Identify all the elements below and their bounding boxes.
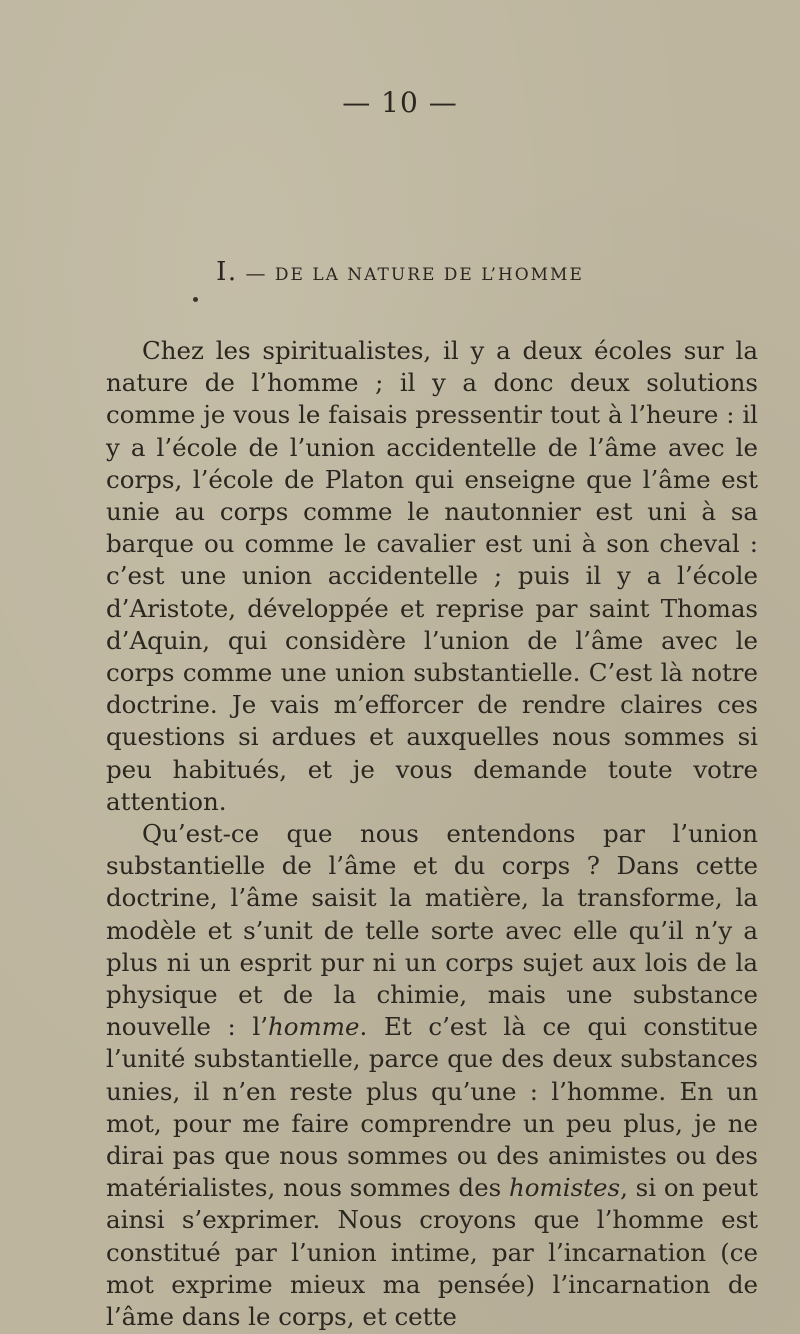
paragraph-2-italic-homme: homme: [268, 1012, 360, 1042]
ink-speck: [193, 297, 198, 302]
paragraph-2-part-3: , si on peut ainsi s’exprimer. Nous croyons que l’homme est constitué par l’union intime, par l’incarnation (ce mot exprime mieux ma pensée) l’incarnation de l’âme dans le corps, et cette: [106, 1173, 759, 1332]
page-number: — 10 —: [342, 86, 458, 119]
paragraph-2-italic-homistes: homistes: [508, 1173, 621, 1203]
section-title: [0, 257, 800, 287]
paragraph-1: Chez les spiritualistes, il y a deux écoles sur la nature de l’homme ; il y a donc deux solutions comme je vous le faisais pressentir tout à l’heure : il y a l’école de l’union accidentelle de l’âme avec le corps, l’école de Platon qui enseigne que l’âme est unie au corps comme le nautonnier est uni à sa barque ou comme le cavalier est uni à son cheval : c’est une union accidentelle ; puis il y a l’école d’Aristote, développée et reprise par saint Thomas d’Aquin, qui considère l’union de l’âme avec le corps comme une union substantielle. C’est là notre doctrine. Je vais m’efforcer de rendre claires ces questions si ardues et auxquelles nous sommes si peu habitués, et je vous demande toute votre attention.: [106, 336, 758, 816]
paragraph-2: [106, 818, 758, 1333]
section-roman-numeral: I.: [216, 257, 238, 287]
paragraph-2-part-1: Qu’est-ce que nous entendons par l’union substantielle de l’âme et du corps ? Dans cette doctrine, l’âme saisit la matière, la transforme, la modèle et s’unit de telle sorte avec elle qu’il n’y a plus ni un esprit pur ni un corps sujet aux lois de la physique et de la chimie, mais une substance nouvelle : l’: [106, 819, 758, 1042]
body-text: [106, 335, 758, 1333]
section-title-text: DE LA NATURE DE L’HOMME: [274, 265, 584, 285]
section-dash: —: [245, 261, 268, 285]
paragraph-2-part-2: . Et c’est là ce qui constitue l’unité substantielle, parce que des deux substances unies, il n’en reste plus qu’une : l’homme. En un mot, pour me faire comprendre un peu plus, je ne dirai pas que nous sommes ou des animistes ou des matérialistes, nous sommes des: [106, 1012, 758, 1203]
